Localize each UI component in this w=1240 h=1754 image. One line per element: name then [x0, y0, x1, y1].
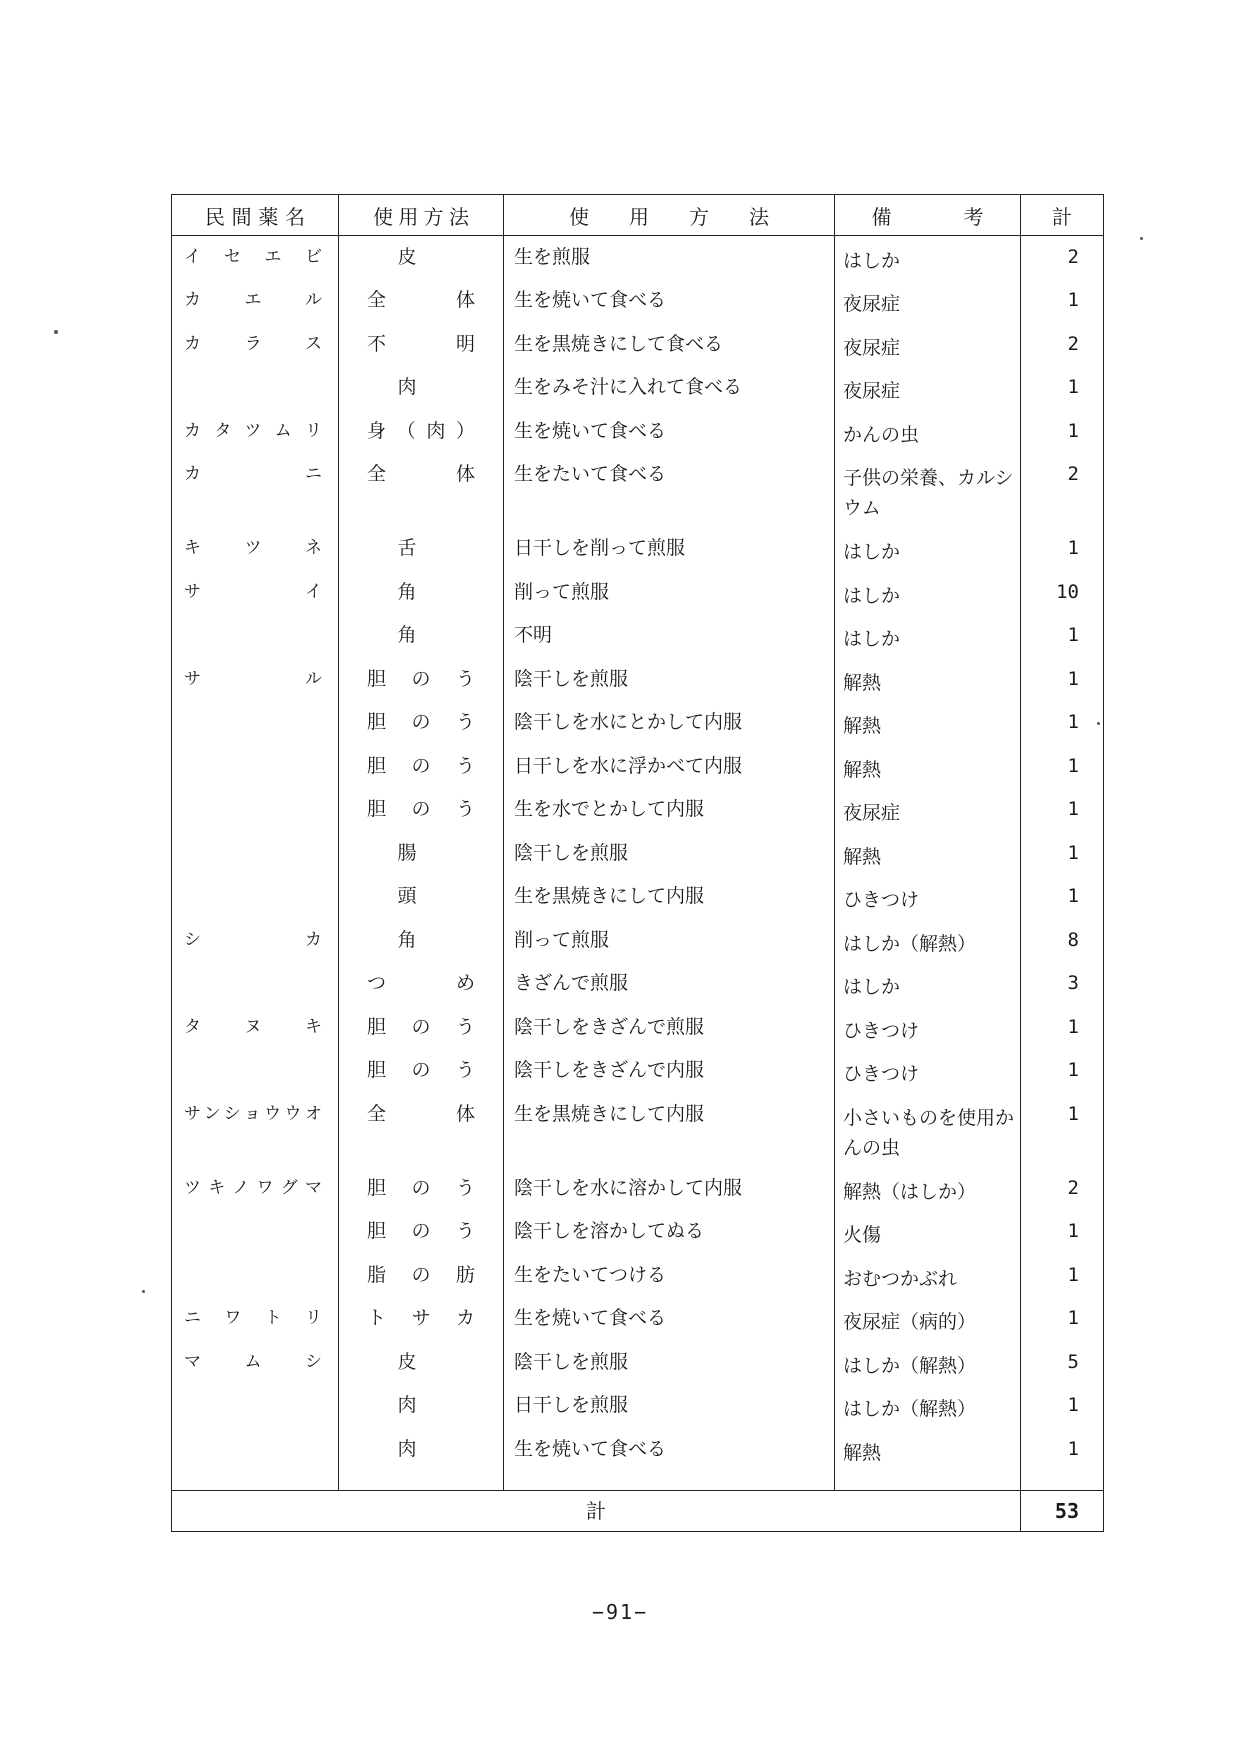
cell-usage-part: 腸 — [339, 832, 504, 876]
cell-remarks: 火傷 — [835, 1210, 1021, 1254]
cell-usage-method: 生を焼いて食べる — [504, 410, 835, 454]
table-row — [172, 453, 1104, 527]
cell-count: 1 — [1021, 1210, 1104, 1254]
table-row — [172, 1167, 1104, 1211]
cell-usage-part: 肉 — [339, 366, 504, 410]
table-row — [172, 614, 1104, 658]
table-row — [172, 701, 1104, 745]
cell-usage-method: 生を水でとかして内服 — [504, 788, 835, 832]
cell-remarks: 解熱 — [835, 701, 1021, 745]
cell-usage-part: 脂の肪 — [339, 1254, 504, 1298]
page-number: −91− — [591, 1600, 649, 1624]
cell-count: 1 — [1021, 1297, 1104, 1341]
cell-remarks: 解熱 — [835, 832, 1021, 876]
cell-count: 1 — [1021, 614, 1104, 658]
cell-folk-medicine-name — [172, 614, 339, 658]
table-row — [172, 832, 1104, 876]
cell-remarks: ひきつけ — [835, 875, 1021, 919]
remedy-table — [171, 194, 1104, 1532]
total-value: 53 — [1021, 1490, 1104, 1531]
cell-usage-method: 生を煎服 — [504, 236, 835, 280]
cell-remarks: 小さいものを使用かんの虫 — [835, 1093, 1021, 1167]
cell-folk-medicine-name: シ カ — [172, 919, 339, 963]
cell-folk-medicine-name: カラス — [172, 323, 339, 367]
cell-usage-part: 胆のう — [339, 745, 504, 789]
table-row — [172, 1210, 1104, 1254]
cell-usage-part: 胆のう — [339, 1049, 504, 1093]
cell-count: 1 — [1021, 410, 1104, 454]
cell-folk-medicine-name: カタツムリ — [172, 410, 339, 454]
cell-count: 8 — [1021, 919, 1104, 963]
cell-count: 3 — [1021, 962, 1104, 1006]
cell-count: 1 — [1021, 1006, 1104, 1050]
cell-usage-method: きざんで煎服 — [504, 962, 835, 1006]
cell-usage-part: 肉 — [339, 1384, 504, 1428]
table-row — [172, 236, 1104, 280]
cell-usage-method: 削って煎服 — [504, 919, 835, 963]
cell-folk-medicine-name — [172, 1049, 339, 1093]
cell-count: 1 — [1021, 875, 1104, 919]
cell-remarks: おむつかぶれ — [835, 1254, 1021, 1298]
cell-usage-method: 陰干しを煎服 — [504, 658, 835, 702]
cell-remarks: 夜尿症 — [835, 788, 1021, 832]
cell-usage-part: 角 — [339, 614, 504, 658]
cell-usage-part: 皮 — [339, 236, 504, 280]
table-row — [172, 1341, 1104, 1385]
cell-remarks: 夜尿症 — [835, 279, 1021, 323]
cell-count: 1 — [1021, 1093, 1104, 1167]
cell-count: 1 — [1021, 658, 1104, 702]
cell-remarks: はしか — [835, 962, 1021, 1006]
cell-folk-medicine-name: サンショウウオ — [172, 1093, 339, 1167]
cell-usage-method: 生をみそ汁に入れて食べる — [504, 366, 835, 410]
table-row — [172, 1093, 1104, 1167]
cell-usage-part: 舌 — [339, 527, 504, 571]
cell-folk-medicine-name — [172, 1254, 339, 1298]
table-row — [172, 658, 1104, 702]
cell-usage-method: 陰干しをきざんで煎服 — [504, 1006, 835, 1050]
cell-usage-method: 生を焼いて食べる — [504, 279, 835, 323]
cell-usage-method: 生をたいて食べる — [504, 453, 835, 527]
table-row — [172, 962, 1104, 1006]
cell-usage-method: 生を焼いて食べる — [504, 1428, 835, 1491]
cell-usage-part: 胆のう — [339, 788, 504, 832]
cell-folk-medicine-name: ニワトリ — [172, 1297, 339, 1341]
cell-folk-medicine-name: カ ニ — [172, 453, 339, 527]
cell-usage-method: 削って煎服 — [504, 571, 835, 615]
cell-folk-medicine-name — [172, 788, 339, 832]
cell-remarks: はしか — [835, 527, 1021, 571]
cell-folk-medicine-name: カエル — [172, 279, 339, 323]
cell-usage-part: 肉 — [339, 1428, 504, 1491]
cell-folk-medicine-name — [172, 962, 339, 1006]
cell-folk-medicine-name — [172, 1210, 339, 1254]
cell-remarks: はしか — [835, 571, 1021, 615]
cell-folk-medicine-name: マムシ — [172, 1341, 339, 1385]
cell-count: 1 — [1021, 832, 1104, 876]
cell-count: 1 — [1021, 745, 1104, 789]
cell-remarks: はしか — [835, 236, 1021, 280]
cell-usage-part: 不明 — [339, 323, 504, 367]
cell-usage-part: 角 — [339, 571, 504, 615]
cell-usage-method: 陰干しを水に溶かして内服 — [504, 1167, 835, 1211]
cell-folk-medicine-name — [172, 875, 339, 919]
table-row — [172, 919, 1104, 963]
cell-usage-method: 生を焼いて食べる — [504, 1297, 835, 1341]
cell-count: 1 — [1021, 1384, 1104, 1428]
table-row — [172, 527, 1104, 571]
cell-folk-medicine-name — [172, 745, 339, 789]
cell-count: 1 — [1021, 366, 1104, 410]
cell-folk-medicine-name — [172, 832, 339, 876]
header-remarks: 備 考 — [835, 195, 1021, 236]
cell-usage-part: つめ — [339, 962, 504, 1006]
cell-count: 5 — [1021, 1341, 1104, 1385]
cell-count: 1 — [1021, 1428, 1104, 1491]
table-row — [172, 1297, 1104, 1341]
cell-usage-part: 頭 — [339, 875, 504, 919]
cell-usage-part: トサカ — [339, 1297, 504, 1341]
cell-usage-method: 日干しを水に浮かべて内服 — [504, 745, 835, 789]
cell-remarks: はしか（解熱） — [835, 919, 1021, 963]
cell-usage-method: 生を黒焼きにして内服 — [504, 875, 835, 919]
table-row — [172, 279, 1104, 323]
cell-count: 1 — [1021, 527, 1104, 571]
cell-folk-medicine-name: タヌキ — [172, 1006, 339, 1050]
cell-folk-medicine-name: サ ル — [172, 658, 339, 702]
cell-usage-part: 胆のう — [339, 701, 504, 745]
cell-count: 2 — [1021, 236, 1104, 280]
total-row — [172, 1490, 1104, 1531]
cell-remarks: 子供の栄養、カルシウム — [835, 453, 1021, 527]
table-row — [172, 1384, 1104, 1428]
cell-count: 1 — [1021, 279, 1104, 323]
scan-speck — [1140, 237, 1143, 240]
cell-usage-part: 角 — [339, 919, 504, 963]
cell-folk-medicine-name: イセエビ — [172, 236, 339, 280]
cell-usage-part: 胆のう — [339, 1167, 504, 1211]
cell-folk-medicine-name: サ イ — [172, 571, 339, 615]
cell-usage-method: 生をたいてつける — [504, 1254, 835, 1298]
scan-speck — [1097, 722, 1100, 725]
table-row — [172, 366, 1104, 410]
table-row — [172, 323, 1104, 367]
cell-count: 2 — [1021, 453, 1104, 527]
cell-remarks: 解熱 — [835, 1428, 1021, 1491]
table-row — [172, 410, 1104, 454]
table-row — [172, 788, 1104, 832]
header-usage-method: 使 用 方 法 — [504, 195, 835, 236]
cell-folk-medicine-name — [172, 1384, 339, 1428]
cell-usage-part: 身（肉） — [339, 410, 504, 454]
cell-count: 2 — [1021, 1167, 1104, 1211]
cell-remarks: はしか（解熱） — [835, 1341, 1021, 1385]
cell-count: 1 — [1021, 701, 1104, 745]
scan-speck — [54, 330, 58, 334]
cell-remarks: かんの虫 — [835, 410, 1021, 454]
cell-usage-method: 生を黒焼きにして食べる — [504, 323, 835, 367]
table-row — [172, 1428, 1104, 1491]
cell-usage-method: 生を黒焼きにして内服 — [504, 1093, 835, 1167]
cell-usage-method: 陰干しを水にとかして内服 — [504, 701, 835, 745]
cell-count: 2 — [1021, 323, 1104, 367]
cell-folk-medicine-name — [172, 1428, 339, 1491]
table-row — [172, 745, 1104, 789]
header-folk-medicine-name: 民間薬名 — [172, 195, 339, 236]
cell-folk-medicine-name — [172, 366, 339, 410]
cell-remarks: 夜尿症 — [835, 323, 1021, 367]
cell-count: 1 — [1021, 1254, 1104, 1298]
cell-count: 1 — [1021, 788, 1104, 832]
cell-count: 10 — [1021, 571, 1104, 615]
cell-usage-part: 全体 — [339, 279, 504, 323]
total-label: 計 — [172, 1490, 1021, 1531]
cell-usage-part: 胆のう — [339, 1006, 504, 1050]
cell-remarks: 夜尿症 — [835, 366, 1021, 410]
cell-folk-medicine-name: ツキノワグマ — [172, 1167, 339, 1211]
cell-usage-part: 皮 — [339, 1341, 504, 1385]
table-row — [172, 1049, 1104, 1093]
header-count: 計 — [1021, 195, 1104, 236]
cell-usage-method: 陰干しを煎服 — [504, 1341, 835, 1385]
cell-usage-method: 陰干しを溶かしてぬる — [504, 1210, 835, 1254]
cell-usage-part: 胆のう — [339, 658, 504, 702]
cell-usage-method: 陰干しを煎服 — [504, 832, 835, 876]
table-row — [172, 875, 1104, 919]
header-usage-part: 使用方法 — [339, 195, 504, 236]
cell-remarks: ひきつけ — [835, 1049, 1021, 1093]
cell-remarks: はしか — [835, 614, 1021, 658]
cell-remarks: 解熱（はしか） — [835, 1167, 1021, 1211]
cell-usage-method: 日干しを煎服 — [504, 1384, 835, 1428]
table-row — [172, 571, 1104, 615]
cell-remarks: 解熱 — [835, 658, 1021, 702]
cell-remarks: ひきつけ — [835, 1006, 1021, 1050]
cell-usage-part: 全体 — [339, 1093, 504, 1167]
scan-speck — [142, 1290, 145, 1293]
table-row — [172, 1006, 1104, 1050]
cell-remarks: 解熱 — [835, 745, 1021, 789]
cell-usage-part: 胆のう — [339, 1210, 504, 1254]
cell-usage-method: 不明 — [504, 614, 835, 658]
cell-remarks: はしか（解熱） — [835, 1384, 1021, 1428]
cell-remarks: 夜尿症（病的） — [835, 1297, 1021, 1341]
cell-usage-method: 陰干しをきざんで内服 — [504, 1049, 835, 1093]
header-row — [172, 195, 1104, 236]
cell-usage-part: 全体 — [339, 453, 504, 527]
table-body — [172, 236, 1104, 1491]
table-row — [172, 1254, 1104, 1298]
cell-folk-medicine-name — [172, 701, 339, 745]
cell-count: 1 — [1021, 1049, 1104, 1093]
cell-folk-medicine-name: キツネ — [172, 527, 339, 571]
cell-usage-method: 日干しを削って煎服 — [504, 527, 835, 571]
